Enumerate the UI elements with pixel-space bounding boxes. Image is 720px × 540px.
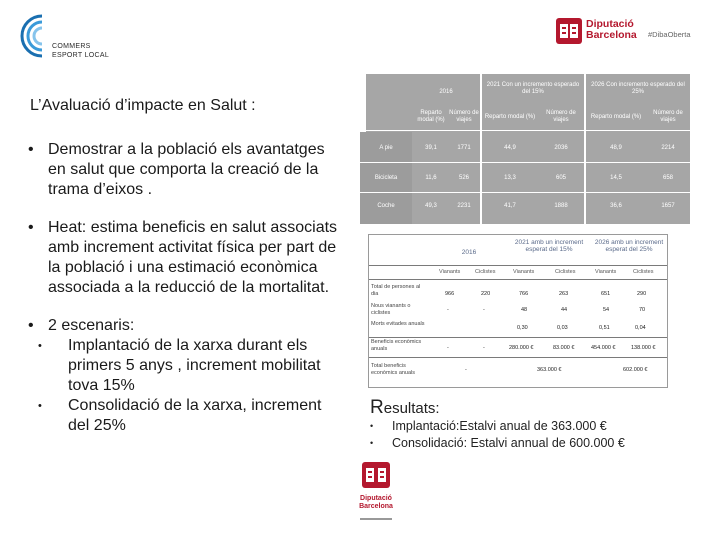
bullet-dot-icon: • bbox=[370, 438, 374, 448]
subheader: Reparto modal (%) bbox=[590, 113, 642, 120]
row-divider bbox=[360, 130, 690, 131]
bullet-item bbox=[28, 218, 346, 298]
heat-cell: - bbox=[483, 307, 485, 313]
bullet-list bbox=[28, 140, 346, 436]
heat-cell: - bbox=[447, 345, 449, 351]
group-header-2021: 2021 Con un incremento esperado del 15% bbox=[486, 82, 580, 95]
heat-cell: - bbox=[465, 367, 467, 373]
dipu-line2: Barcelona bbox=[586, 29, 637, 41]
results-item bbox=[370, 435, 625, 452]
bullet-text: Demostrar a la població els avantatges en salut que comporta la creació de la trama d’eixos . bbox=[48, 141, 325, 198]
heat-cell: 54 bbox=[603, 307, 610, 313]
heat-row-label: Nous vianants o ciclistes bbox=[371, 303, 411, 316]
table-cell: 48,9 bbox=[610, 144, 622, 151]
subheader: Número de viajes bbox=[546, 110, 576, 123]
hashtag-label: #DibaOberta bbox=[648, 30, 691, 39]
results-title-rest: esultats: bbox=[383, 400, 440, 417]
modal-share-table bbox=[360, 74, 690, 224]
diputacio-emblem-icon bbox=[556, 18, 582, 44]
row-label: Coche bbox=[377, 202, 395, 209]
table-cell: 44,9 bbox=[504, 144, 516, 151]
heat-cell: 0,30 bbox=[517, 325, 528, 331]
results-item bbox=[370, 418, 625, 435]
bullet-dot-icon: • bbox=[28, 219, 34, 236]
bullet-item bbox=[28, 316, 346, 336]
heat-cell: 363.000 € bbox=[537, 367, 562, 373]
results-list bbox=[370, 418, 625, 452]
heat-cell: 70 bbox=[639, 307, 646, 313]
dipu-line1: Diputació bbox=[586, 18, 634, 30]
heat-subheader: Ciclistes bbox=[555, 269, 576, 275]
bottom-logo-line2: Barcelona bbox=[359, 503, 393, 510]
bullet-dot-icon: • bbox=[28, 317, 34, 334]
heat-header-2026: 2026 amb un increment esperat del 25% bbox=[594, 239, 664, 253]
heat-header-2021: 2021 amb un increment esperat del 15% bbox=[514, 239, 584, 253]
subheader: Número de viajes bbox=[449, 110, 479, 123]
heat-subheader: Vianants bbox=[439, 269, 461, 275]
results-title-cap: R bbox=[370, 397, 384, 418]
bottom-logo-line1: Diputació bbox=[360, 495, 392, 502]
heat-cell: 263 bbox=[559, 291, 569, 297]
diputacio-logo-text bbox=[586, 19, 637, 41]
table-divider bbox=[369, 357, 667, 358]
diputacio-bottom-logo-icon bbox=[352, 460, 400, 530]
table-cell: 1771 bbox=[457, 144, 471, 151]
table-divider bbox=[369, 279, 667, 280]
bullet-text: 2 escenaris: bbox=[48, 317, 135, 334]
slide-title: L’Avaluació d’impacte en Salut : bbox=[30, 97, 256, 114]
heat-cell: 48 bbox=[521, 307, 528, 313]
table-divider bbox=[369, 265, 667, 266]
results-item-text: Consolidació: Estalvi annual de 600.000 € bbox=[392, 436, 625, 450]
heat-row-label: Morts evitades anuals bbox=[371, 321, 425, 327]
bullet-item bbox=[28, 140, 346, 200]
bullet-dot-icon: • bbox=[370, 421, 374, 431]
heat-cell: 280.000 € bbox=[509, 345, 534, 351]
table-cell: 36,6 bbox=[610, 202, 622, 209]
heat-cell: 651 bbox=[601, 291, 611, 297]
subheader: Número de viajes bbox=[653, 110, 683, 123]
org-logo-text bbox=[52, 42, 109, 60]
heat-cell: 0,51 bbox=[599, 325, 610, 331]
heat-results-table bbox=[368, 234, 668, 388]
heat-cell: 966 bbox=[445, 291, 455, 297]
row-label: Bicicleta bbox=[374, 174, 398, 181]
sub-bullet-item bbox=[28, 396, 346, 436]
heat-row-label: Beneficis econòmics anuals bbox=[371, 339, 422, 352]
heat-cell: 44 bbox=[561, 307, 568, 313]
table-cell: 11,6 bbox=[425, 174, 437, 181]
table-cell: 2036 bbox=[554, 144, 568, 151]
heat-cell: 138.000 € bbox=[631, 345, 656, 351]
heat-header-2016: 2016 bbox=[461, 249, 477, 256]
heat-cell: - bbox=[483, 345, 485, 351]
heat-cell: 220 bbox=[481, 291, 491, 297]
commers-logo-icon bbox=[12, 10, 52, 62]
table-cell: 658 bbox=[662, 174, 673, 181]
heat-cell: 766 bbox=[519, 291, 529, 297]
heat-cell: 0,03 bbox=[557, 325, 568, 331]
heat-subheader: Ciclistes bbox=[475, 269, 496, 275]
table-cell: 41,7 bbox=[504, 202, 516, 209]
heat-subheader: Vianants bbox=[513, 269, 535, 275]
row-divider bbox=[360, 192, 690, 193]
results-item-text: Implantació:Estalvi anual de 363.000 € bbox=[392, 419, 607, 433]
heat-cell: 290 bbox=[637, 291, 647, 297]
subheader: Reparto modal (%) bbox=[484, 113, 536, 120]
group-header-2026: 2026 Con incremento esperado del 25% bbox=[591, 82, 685, 95]
table-cell: 39,1 bbox=[425, 144, 437, 151]
bullet-dot-icon: • bbox=[28, 141, 34, 158]
sub-bullet-item bbox=[28, 336, 346, 396]
heat-cell: 83.000 € bbox=[553, 345, 575, 351]
table-cell: 14,5 bbox=[610, 174, 622, 181]
heat-subheader: Ciclistes bbox=[633, 269, 654, 275]
heat-row-label: Total beneficis econòmics anuals bbox=[371, 363, 416, 376]
group-header-2016: 2016 bbox=[439, 88, 453, 95]
table-cell: 526 bbox=[458, 174, 469, 181]
table-cell: 1888 bbox=[554, 202, 568, 209]
sub-bullet-dot-icon: • bbox=[38, 400, 42, 412]
table-cell: 1657 bbox=[661, 202, 675, 209]
subheader: Reparto modal (%) bbox=[417, 110, 445, 123]
bullet-text: Heat: estima beneficis en salut associats amb increment activitat física per part de la població i una estimació econòmica associada a la reducció de la mortalitat. bbox=[48, 219, 338, 296]
heat-cell: 0,04 bbox=[635, 325, 646, 331]
table-cell: 2214 bbox=[661, 144, 675, 151]
sub-bullet-text: Implantació de la xarxa durant els primers 5 anys , increment mobilitat tova 15% bbox=[68, 337, 321, 394]
heat-cell: 454.000 € bbox=[591, 345, 616, 351]
org-line2: ESPORT LOCAL bbox=[52, 52, 110, 59]
table-cell: 2231 bbox=[457, 202, 471, 209]
heat-cell: 602.000 € bbox=[623, 367, 648, 373]
results-title bbox=[370, 397, 440, 419]
table-cell: 49,3 bbox=[425, 202, 437, 209]
heat-cell: - bbox=[447, 307, 449, 313]
row-divider bbox=[360, 162, 690, 163]
sub-bullet-dot-icon: • bbox=[38, 340, 42, 352]
heat-row-label: Total de persones al dia bbox=[371, 284, 421, 297]
heat-subheader: Vianants bbox=[595, 269, 617, 275]
table-cell: 605 bbox=[555, 174, 566, 181]
org-line1: COMMERS bbox=[52, 43, 91, 50]
table-divider bbox=[369, 337, 667, 338]
table-cell: 13,3 bbox=[504, 174, 516, 181]
row-label: A pie bbox=[379, 144, 393, 151]
sub-bullet-text: Consolidació de la xarxa, increment del 25% bbox=[68, 397, 322, 434]
